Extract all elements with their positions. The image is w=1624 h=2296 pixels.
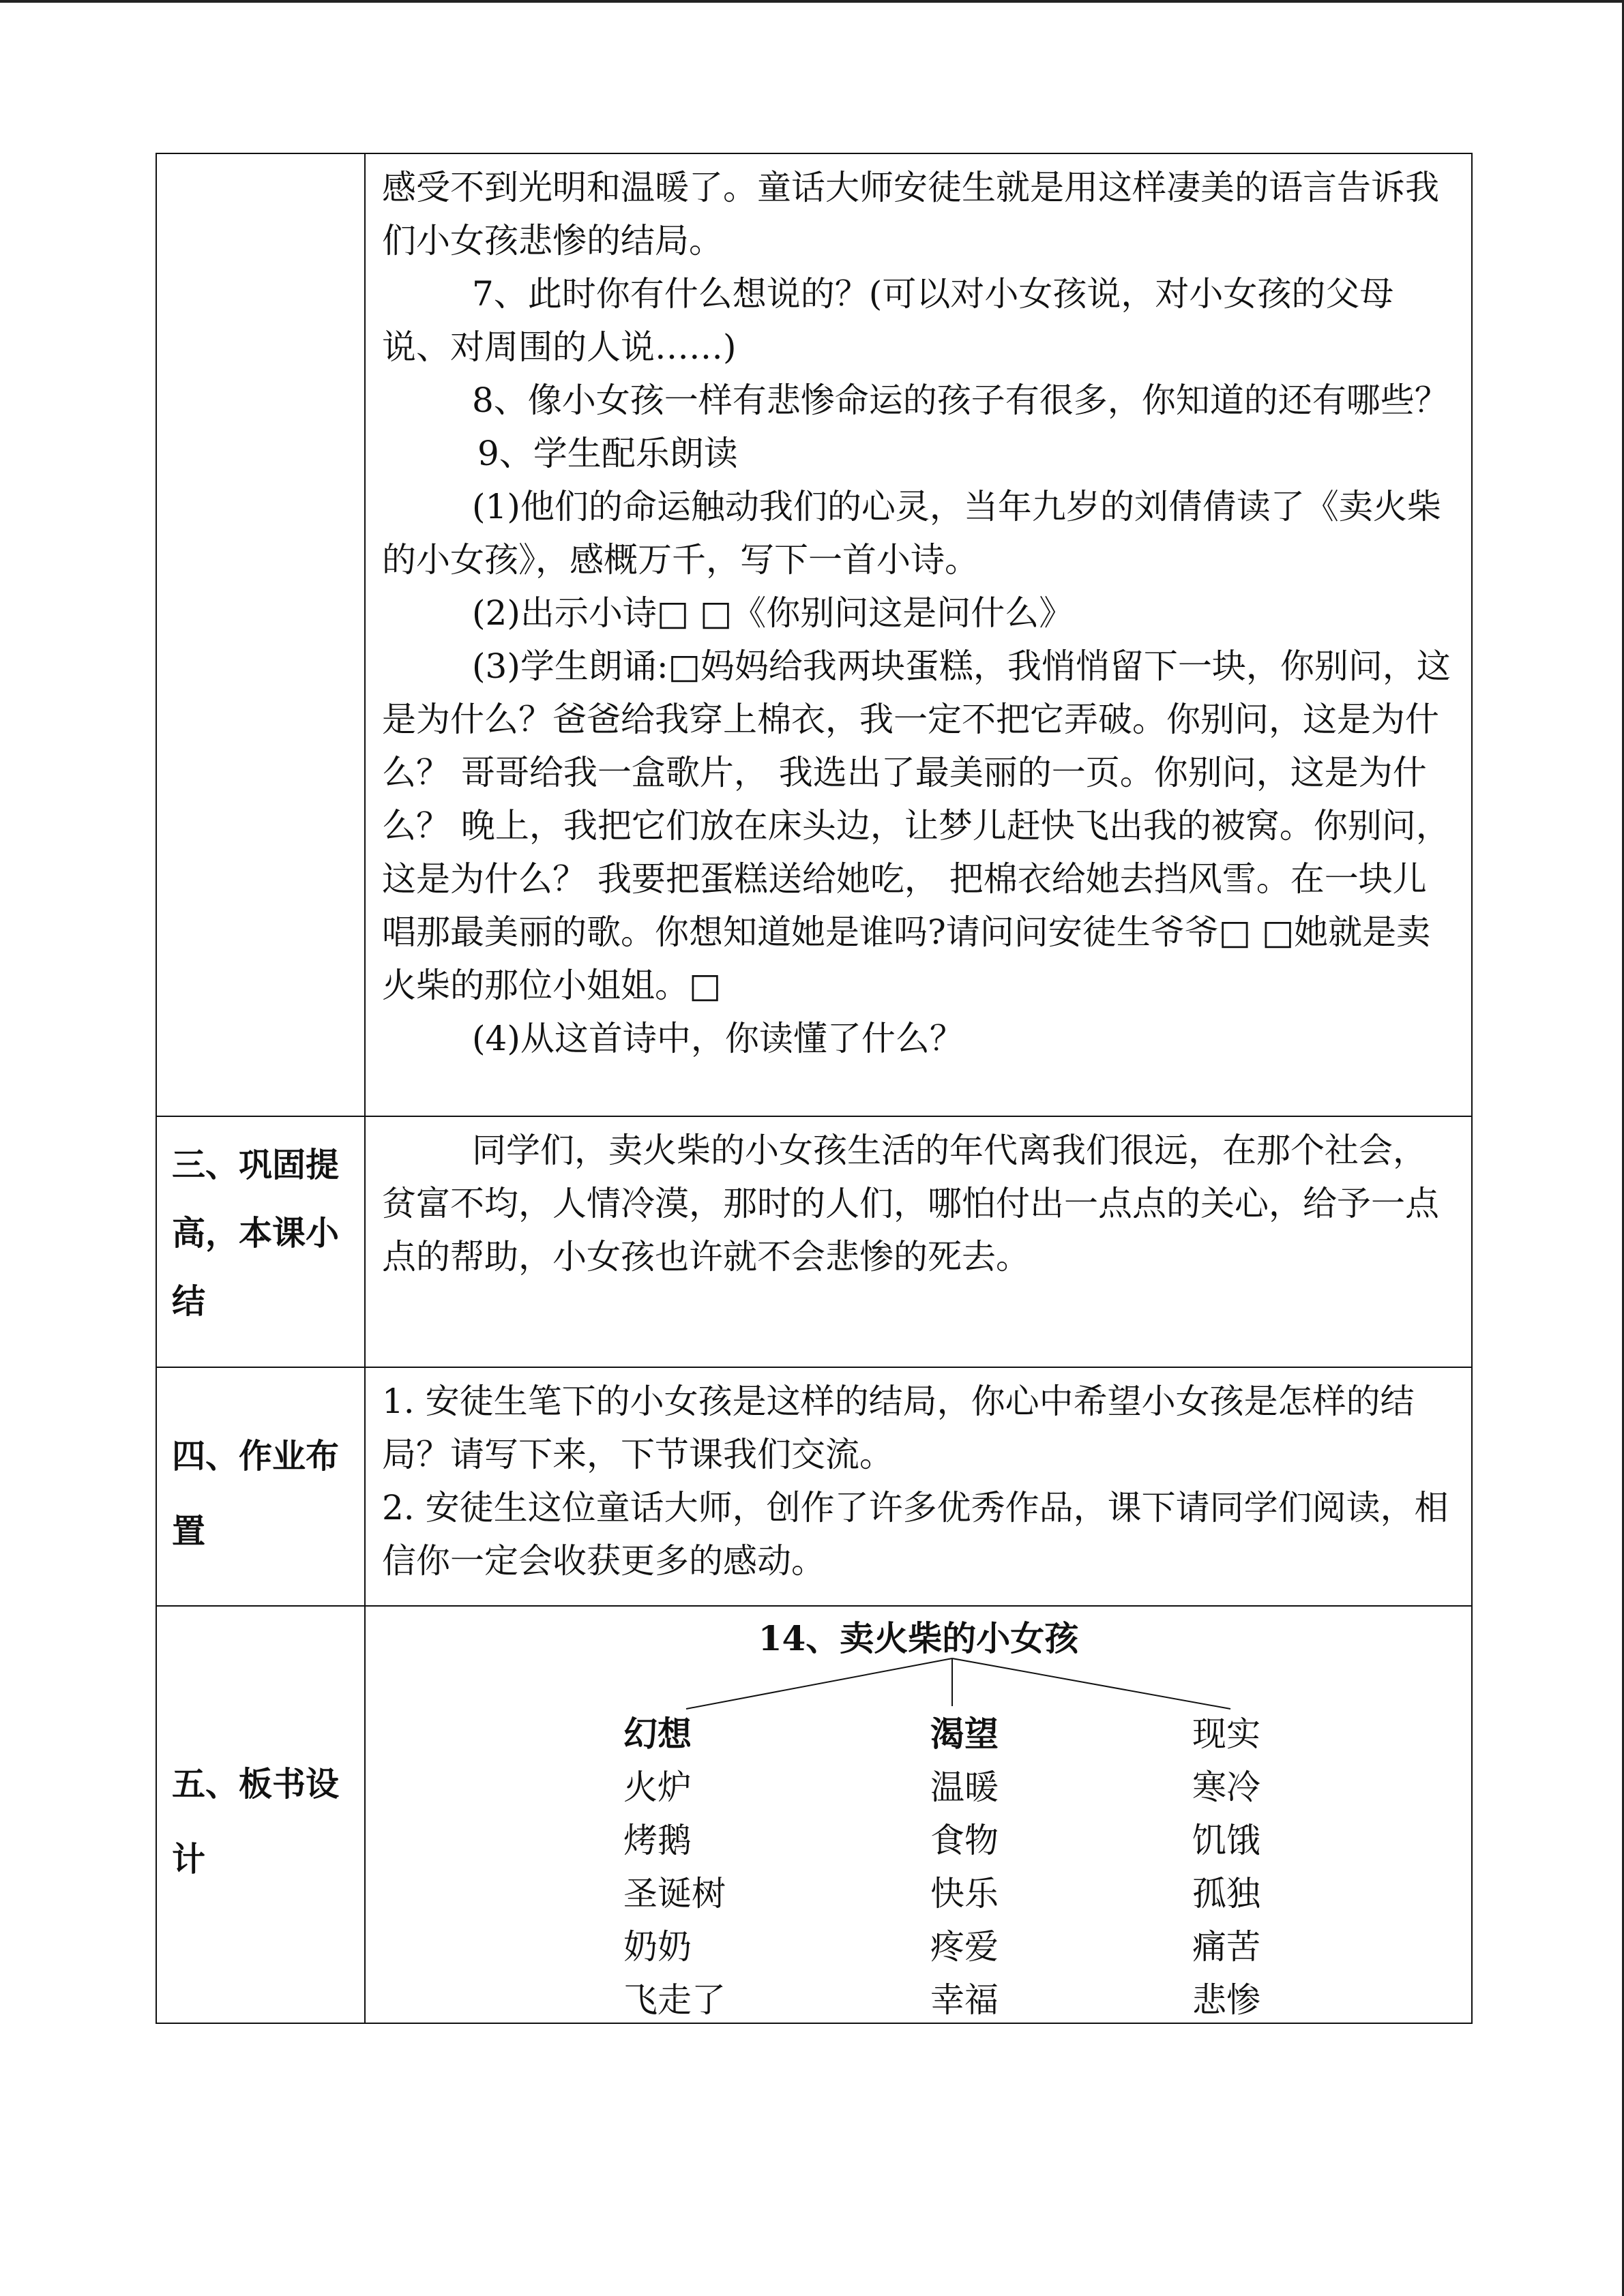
- paragraph: 8、像小女孩一样有悲惨命运的孩子有很多，你知道的还有哪些？: [472, 381, 1449, 420]
- table-row: [156, 1116, 1472, 1367]
- paragraph: (4)从这首诗中，你读懂了什么？: [472, 1019, 964, 1058]
- paragraph: 同学们，卖火柴的小女孩生活的年代离我们很远，在那个社会，贫富不均，人情冷漠，那时的人们，哪怕付出一点点的关心，给予一点点的帮助，小女孩也许就不会悲惨的死去。: [382, 1131, 1439, 1277]
- lesson-plan-table: [156, 153, 1473, 2024]
- column-item: 飞走了: [623, 1980, 726, 2020]
- paragraph: (2)出示小诗□ □《你别问这是问什么》: [472, 593, 1074, 633]
- column-item: 寒冷: [1192, 1768, 1260, 1807]
- board-design-cell: [365, 1606, 1472, 2023]
- column-item: 火炉: [623, 1768, 692, 1807]
- paragraph: (3)学生朗诵:□妈妈给我两块蛋糕，我悄悄留下一块，你别问，这是为什么？爸爸给我穿上棉衣，我一定不把它弄破。你别问，这是为什么？ 哥哥给我一盒歌片， 我选出了最美丽的一页。你别问，这是为什么？ 晚上，我把它们放在床头边，让梦儿赶快飞出我的被窝。你别问，这是为什么？ 我要把蛋糕送给她吃， 把棉衣给她去挡风雪。在一块儿唱那最美丽的歌。你想知道她是谁吗?请问问安徒生爷爷□ □她就是卖火柴的那位小姐姐。□: [382, 646, 1451, 1005]
- board-design: [366, 1607, 1471, 2023]
- table-row: [156, 1367, 1472, 1606]
- board-title: 14、卖火柴的小女孩: [758, 1618, 1079, 1658]
- page-top-border: [0, 0, 1624, 3]
- column-head: 渴望: [930, 1714, 999, 1754]
- column-item: 悲惨: [1192, 1980, 1260, 2020]
- board-column-fantasy: [623, 1708, 726, 2027]
- column-item: 温暖: [930, 1768, 999, 1807]
- column-head: 幻想: [623, 1714, 692, 1754]
- paragraph: 9、学生配乐朗读: [477, 434, 738, 473]
- board-column-longing: [930, 1708, 999, 2027]
- empty-label-cell: [156, 153, 365, 1116]
- paragraph: (1)他们的命运触动我们的心灵，当年九岁的刘倩倩读了《卖火柴的小女孩》，感概万千，写下一首小诗。: [382, 487, 1441, 580]
- column-item: 圣诞树: [623, 1874, 726, 1913]
- section-5-label: 五、板书设计: [156, 1606, 365, 2023]
- section-3-label: 三、巩固提高，本课小结: [156, 1116, 365, 1367]
- section-2-continued-content: [365, 153, 1472, 1116]
- table-row: [156, 153, 1472, 1116]
- column-item: 饥饿: [1192, 1821, 1260, 1860]
- column-item: 奶奶: [623, 1927, 692, 1967]
- column-item: 孤独: [1192, 1874, 1260, 1913]
- column-item: 痛苦: [1192, 1927, 1260, 1967]
- section-4-label: 四、作业布置: [156, 1367, 365, 1606]
- paragraph: 7、此时你有什么想说的？(可以对小女孩说，对小女孩的父母说、对周围的人说……): [382, 274, 1394, 367]
- homework-item: 2. 安徒生这位童话大师，创作了许多优秀作品，课下请同学们阅读，相信你一定会收获更多的感动。: [382, 1488, 1449, 1581]
- branch-line-left: [686, 1658, 952, 1709]
- table-row: [156, 1606, 1472, 2023]
- column-head: 现实: [1192, 1714, 1260, 1754]
- column-item: 疼爱: [930, 1927, 999, 1967]
- column-item: 烤鹅: [623, 1821, 692, 1860]
- homework-item: 1. 安徒生笔下的小女孩是这样的结局，你心中希望小女孩是怎样的结局？请写下来，下节课我们交流。: [382, 1382, 1415, 1474]
- branch-lines: [366, 1607, 1471, 1743]
- column-item: 幸福: [930, 1980, 999, 2020]
- branch-line-right: [952, 1658, 1230, 1709]
- paragraph: 感受不到光明和温暖了。童话大师安徒生就是用这样凄美的语言告诉我们小女孩悲惨的结局。: [382, 168, 1439, 260]
- section-4-content: [365, 1367, 1472, 1606]
- column-item: 快乐: [930, 1874, 999, 1913]
- column-item: 食物: [930, 1821, 999, 1860]
- board-column-reality: [1192, 1708, 1260, 2027]
- section-3-content: [365, 1116, 1472, 1367]
